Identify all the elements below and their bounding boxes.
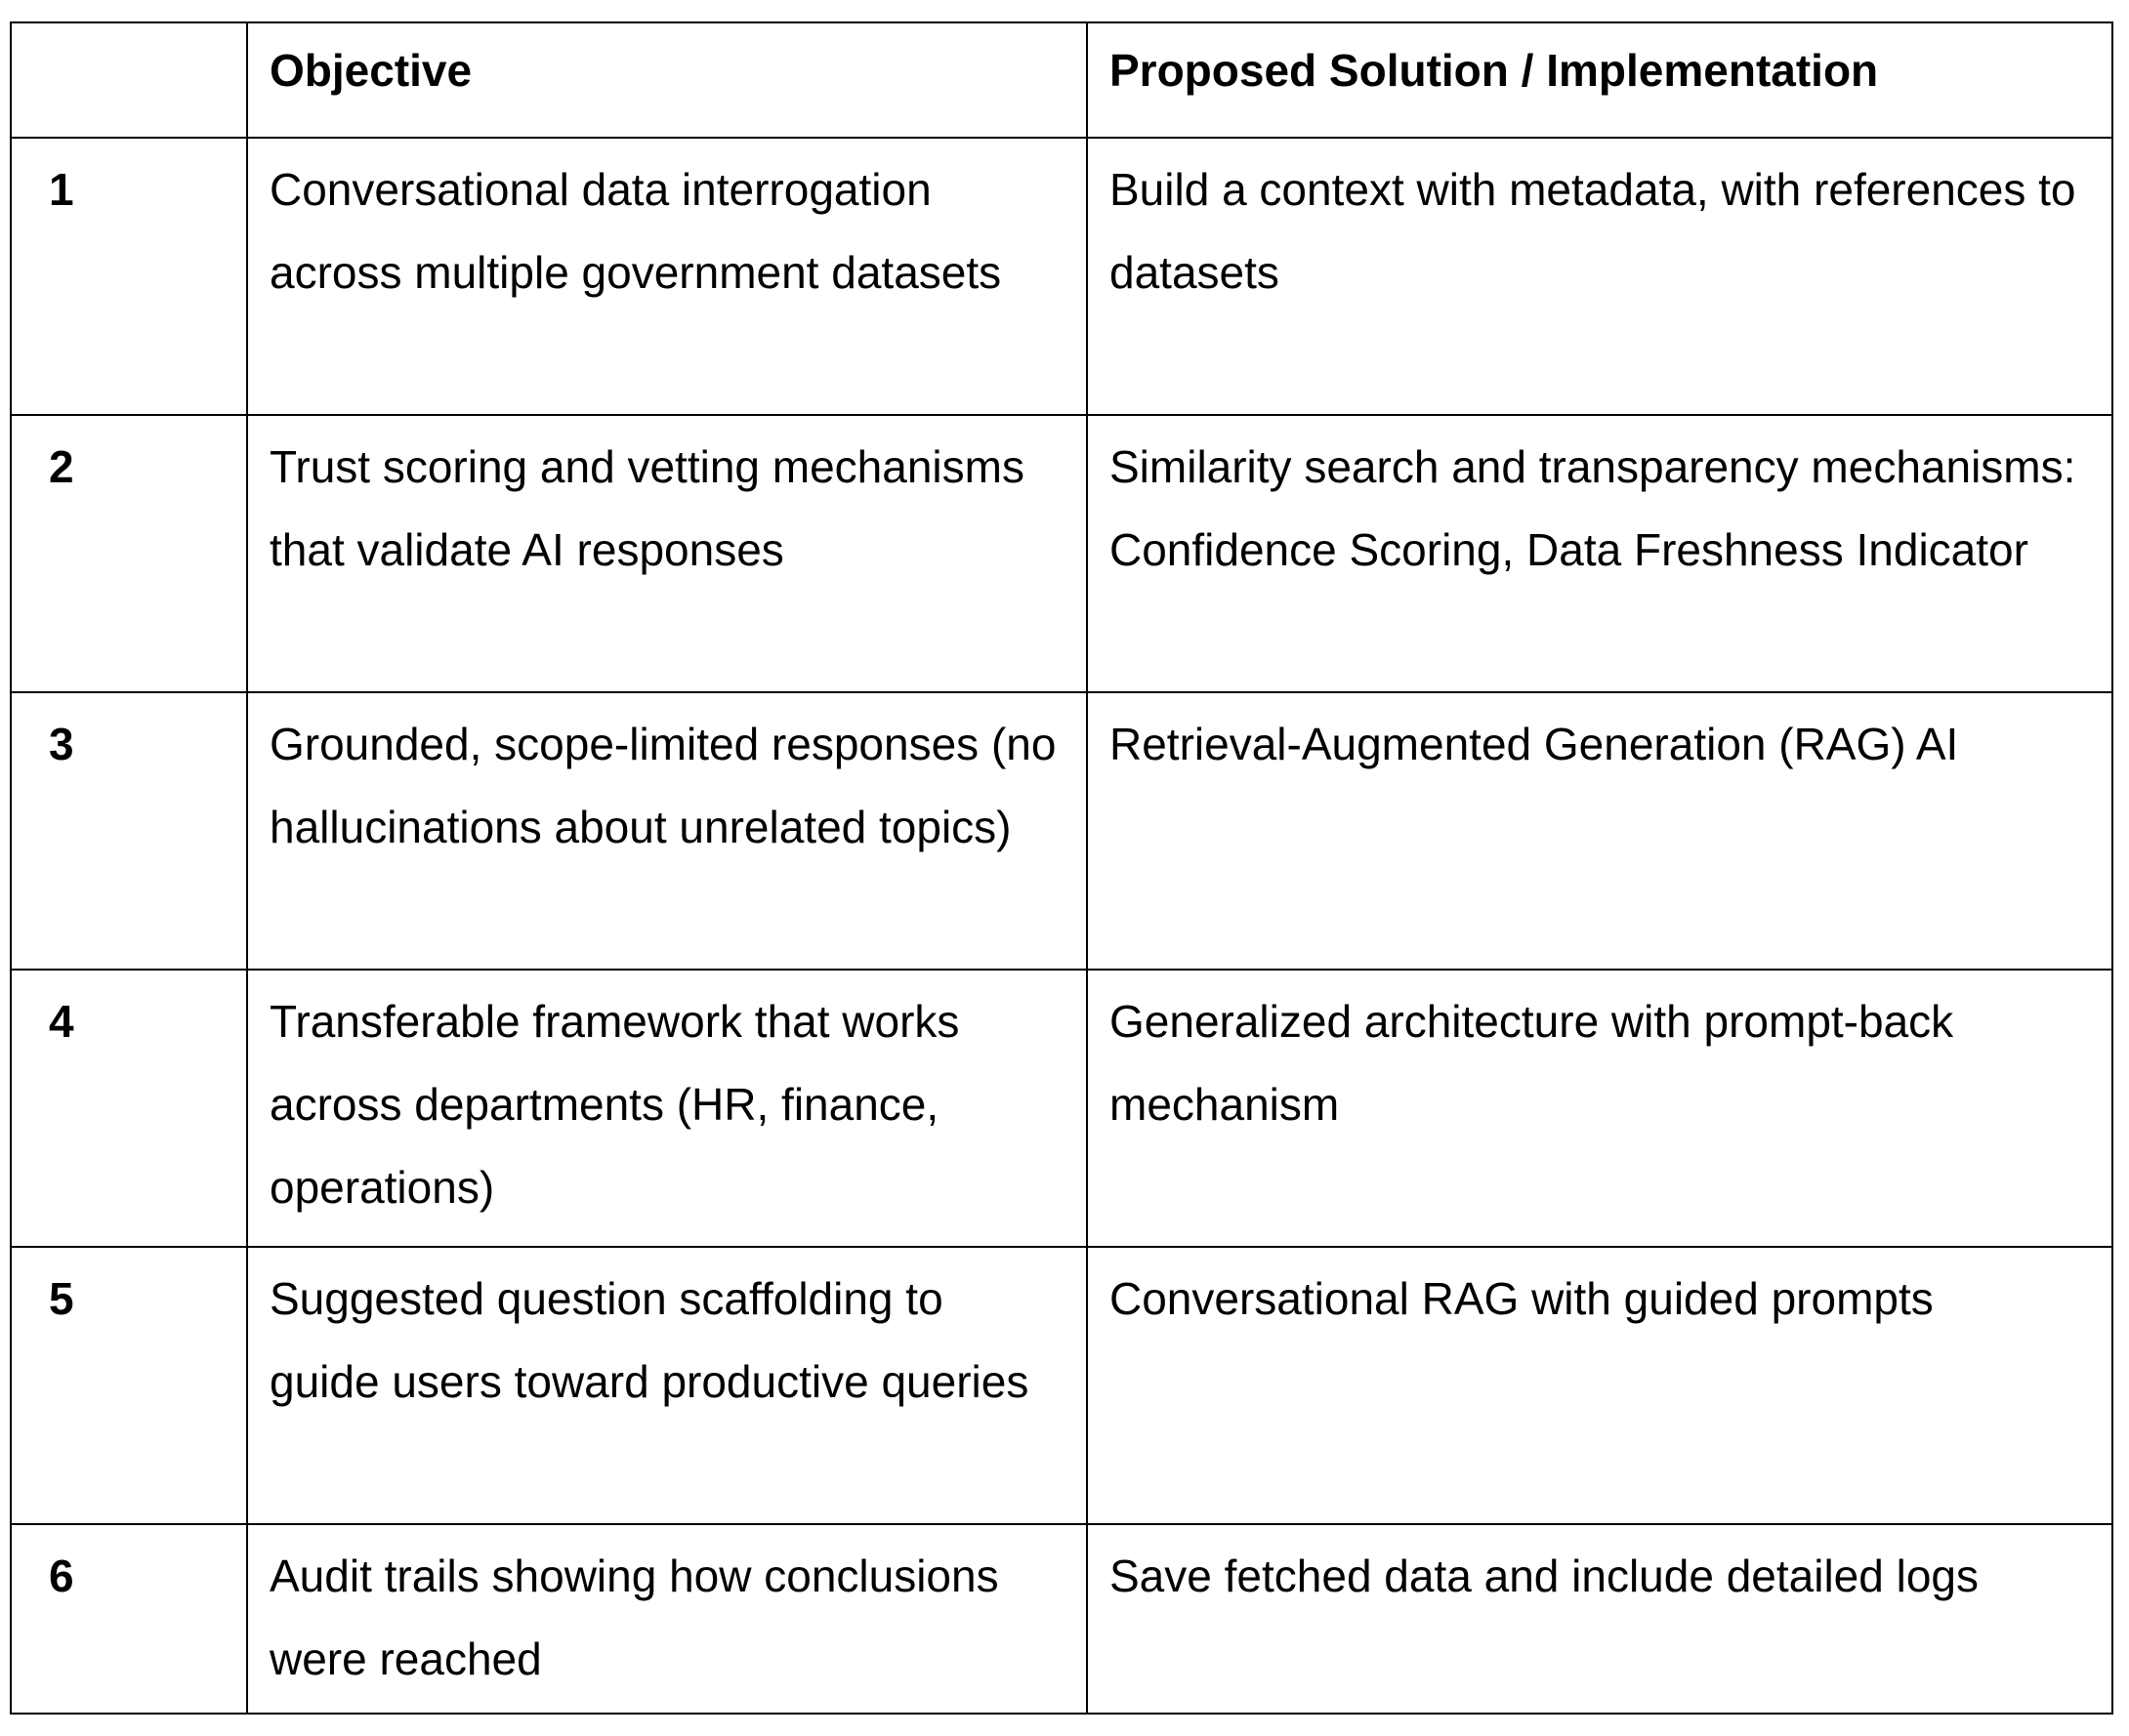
row-number: 3 <box>11 692 247 970</box>
solution-cell: Build a context with metadata, with references to datasets <box>1087 138 2112 415</box>
row-number: 4 <box>11 970 247 1247</box>
solution-cell: Save fetched data and include detailed logs <box>1087 1524 2112 1714</box>
solution-cell: Similarity search and transparency mechanisms: Confidence Scoring, Data Freshness Indicator <box>1087 415 2112 692</box>
solution-cell: Generalized architecture with prompt-back mechanism <box>1087 970 2112 1247</box>
row-number: 2 <box>11 415 247 692</box>
solution-cell: Retrieval-Augmented Generation (RAG) AI <box>1087 692 2112 970</box>
objective-cell: Conversational data interrogation across multiple government datasets <box>247 138 1087 415</box>
objective-cell: Grounded, scope-limited responses (no hallucinations about unrelated topics) <box>247 692 1087 970</box>
objective-cell: Transferable framework that works across departments (HR, finance, operations) <box>247 970 1087 1247</box>
table-row <box>11 970 2112 1247</box>
row-number: 1 <box>11 138 247 415</box>
objective-cell: Audit trails showing how conclusions were reached <box>247 1524 1087 1714</box>
objectives-table <box>10 21 2113 1715</box>
table-row <box>11 415 2112 692</box>
row-number: 6 <box>11 1524 247 1714</box>
row-number: 5 <box>11 1247 247 1524</box>
objective-cell: Trust scoring and vetting mechanisms that validate AI responses <box>247 415 1087 692</box>
header-objective-cell: Objective <box>247 22 1087 138</box>
table-header-row <box>11 22 2112 138</box>
table-row <box>11 692 2112 970</box>
objective-cell: Suggested question scaffolding to guide users toward productive queries <box>247 1247 1087 1524</box>
solution-cell: Conversational RAG with guided prompts <box>1087 1247 2112 1524</box>
header-solution-cell: Proposed Solution / Implementation <box>1087 22 2112 138</box>
table-row <box>11 1524 2112 1714</box>
header-number-cell <box>11 22 247 138</box>
table-row <box>11 138 2112 415</box>
table-row <box>11 1247 2112 1524</box>
